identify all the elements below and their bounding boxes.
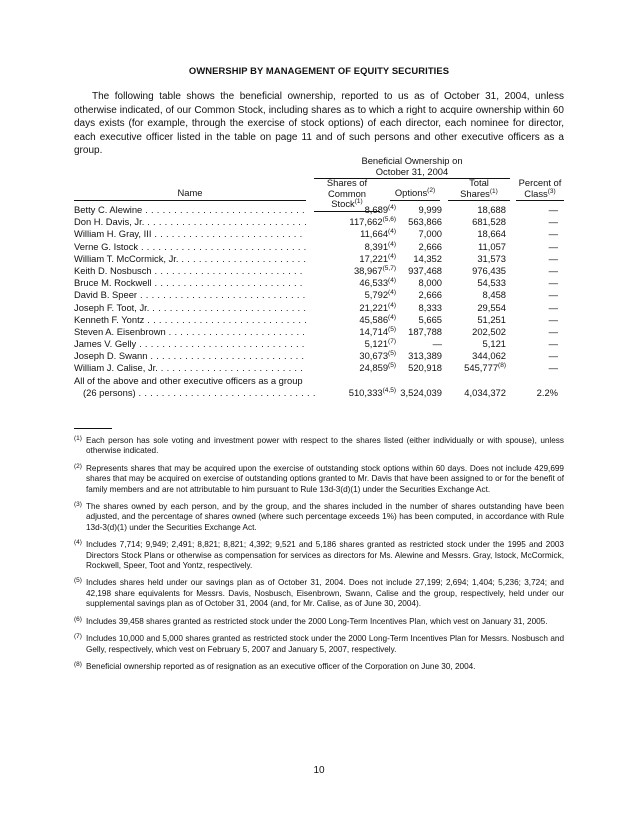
footnote-number: (1) — [74, 435, 82, 442]
row-total: 681,528 — [472, 216, 506, 228]
footnote-number: (6) — [74, 615, 82, 623]
row-options: 187,788 — [408, 325, 442, 337]
table-row — [74, 302, 564, 314]
table-row — [74, 338, 564, 350]
footnote-text: Includes 7,714; 9,949; 2,491; 8,821; 8,821; 4,392; 9,521 and 5,186 shares granted as restricted stock under the 1995 and 2003 Directors Stock Plans or otherwise as compensation for services as directors for Ms. Alewine and Messrs. Gray, Istock, McCormick, Rockwell, Speer, Toot and Yontz, respectively. — [86, 540, 564, 571]
table-row — [74, 216, 564, 228]
row-shares: 14,714$^{(5)}$ — [359, 325, 396, 337]
row-options: 563,866 — [408, 216, 442, 228]
row-options: 2,666 — [418, 240, 442, 252]
row-name: Bruce M. Rockwell . . . — [74, 277, 306, 289]
table-row-group-label — [74, 375, 564, 387]
row-options: 14,352 — [413, 252, 442, 264]
footnote-text: Beneficial ownership reported as of resignation as an executive officer of the Corporation on June 30, 2004. — [86, 661, 476, 671]
row-percent: — — [548, 313, 558, 325]
footnote — [74, 436, 564, 457]
footnote-text: Each person has sole voting and investment power with respect to the shares listed (either individually or with spouse), unless otherwise indicated. — [86, 436, 564, 456]
row-total: 976,435 — [472, 264, 506, 276]
row-total: 18,664 — [477, 228, 506, 240]
table-body — [74, 204, 564, 399]
row-name: Verne G. Istock . . . — [74, 241, 306, 253]
row-name: Joseph F. Toot, Jr. . . . — [74, 302, 306, 314]
row-total: 8,458 — [482, 289, 506, 301]
row-shares: 30,673$^{(5)}$ — [359, 350, 396, 362]
row-total: 545,777$^{(8)}$ — [464, 362, 506, 374]
row-options: 8,333 — [418, 301, 442, 313]
footnotes — [74, 428, 564, 679]
table-row — [74, 265, 564, 277]
row-shares: 38,967$^{(5,7)}$ — [353, 264, 396, 276]
column-header-percent-of-class: Percent of Class$^{(3)}$ — [516, 178, 564, 201]
row-total: 202,502 — [472, 325, 506, 337]
table-row — [74, 277, 564, 289]
footnote — [74, 662, 564, 672]
section-heading: OWNERSHIP BY MANAGEMENT OF EQUITY SECURITIES — [188, 65, 450, 76]
table-row — [74, 253, 564, 265]
row-shares: 8,391$^{(4)}$ — [364, 240, 396, 252]
column-header-shares: Shares of Common Stock$^{(1)}$ — [314, 178, 380, 212]
row-options: 313,389 — [408, 350, 442, 362]
footnote-text: Includes 39,458 shares granted as restricted stock under the 2000 Long-Term Incentives Plan, which vest on January 31, 2005. — [86, 616, 548, 626]
row-name: Joseph D. Swann . . . — [74, 350, 306, 362]
row-options: — — [432, 338, 442, 350]
group-shares: 510,333$^{(4,5)}$ — [348, 386, 396, 398]
table-row — [74, 326, 564, 338]
row-percent: — — [548, 228, 558, 240]
row-options: 5,665 — [418, 313, 442, 325]
footnote — [74, 540, 564, 571]
row-options: 9,999 — [418, 204, 442, 215]
footnote-text: Includes 10,000 and 5,000 shares granted as restricted stock under the 2000 Long-Term Incentives Plan for Messrs. Nosbusch and Gelly, respectively, which vest on February 5, 2007 and January 5, 2007, respectively. — [86, 634, 564, 654]
table-row-group-total — [74, 387, 564, 399]
footnote — [74, 502, 564, 533]
row-shares: 5,792$^{(4)}$ — [364, 289, 396, 301]
row-percent: — — [548, 277, 558, 289]
column-header-options: Options$^{(2)}$ — [390, 188, 440, 201]
row-percent: — — [548, 362, 558, 374]
row-shares: 117,662$^{(5,6)}$ — [349, 216, 396, 228]
row-name: William H. Gray, III . . . — [74, 228, 306, 240]
row-total: 344,062 — [472, 350, 506, 362]
row-options: 7,000 — [418, 228, 442, 240]
footnote-number: (2) — [74, 462, 82, 470]
row-total: 54,533 — [477, 277, 506, 289]
row-total: 11,057 — [478, 240, 506, 252]
footnote — [74, 634, 564, 655]
footnote-number: (7) — [74, 633, 82, 641]
footnote — [74, 578, 564, 609]
row-shares: 24,859$^{(5)}$ — [359, 362, 396, 374]
row-total: 31,573 — [477, 252, 506, 264]
footnote — [74, 464, 564, 495]
table-row — [74, 314, 564, 326]
row-name: Kenneth F. Yontz . . . — [74, 314, 306, 326]
row-percent: — — [548, 252, 558, 264]
row-percent: — — [548, 216, 558, 228]
row-name: William T. McCormick, Jr. . . . — [74, 253, 306, 265]
table-row — [74, 362, 564, 374]
row-shares: 8,689$^{(4)}$ — [364, 204, 396, 215]
row-shares: 45,586$^{(4)}$ — [359, 313, 396, 325]
row-name: William J. Calise, Jr. . . . — [74, 362, 306, 374]
row-name: David B. Speer . . . — [74, 289, 306, 301]
footnote-text: The shares owned by each person, and by the group, and the shares included in the number of shares outstanding have been adjusted, and the percentage of shares owned (where such percentage exceeds 1%) has been computed, in accordance with Rule 13d-3(d)(1) under the Securities Exchange Act. — [86, 502, 564, 532]
row-total: 51,251 — [477, 313, 506, 325]
group-row-label: All of the above and other executive officers as a group — [74, 374, 303, 386]
row-shares: 21,221$^{(4)}$ — [359, 301, 396, 313]
column-header-total-shares: Total Shares$^{(1)}$ — [448, 178, 510, 201]
intro-paragraph: The following table shows the beneficial ownership, reported to us as of October 31, 2004, unless otherwise indicated, of our Common Stock, including shares as to which a right to acquire ownership within 60 days exists (for example, through the exercise of stock options) of each director, each nominee for director, each executive officer listed in the table on page 11 and of such persons and other executive officers as a group. — [74, 91, 564, 157]
row-percent: — — [548, 350, 558, 362]
table-row — [74, 228, 564, 240]
row-shares: 46,533$^{(4)}$ — [359, 277, 396, 289]
row-shares: 5,121$^{(7)}$ — [364, 338, 396, 350]
row-percent: — — [548, 264, 558, 276]
table-row — [74, 204, 564, 216]
row-options: 2,666 — [418, 289, 442, 301]
row-shares: 11,664$^{(4)}$ — [360, 228, 396, 240]
row-shares: 17,221$^{(4)}$ — [359, 252, 396, 264]
footnote-number: (5) — [74, 577, 82, 585]
group-total: 4,034,372 — [464, 386, 506, 398]
row-name: Don H. Davis, Jr. . . . — [74, 216, 306, 228]
row-total: 18,688 — [477, 204, 506, 215]
table-row — [74, 350, 564, 362]
group-percent: 2.2% — [536, 386, 558, 398]
row-total: 29,554 — [477, 301, 506, 313]
footnote-divider — [74, 428, 112, 429]
row-name: Steven A. Eisenbrown . . . — [74, 326, 306, 338]
row-name: Keith D. Nosbusch . . . — [74, 265, 306, 277]
row-percent: — — [548, 338, 558, 350]
footnote-number: (4) — [74, 539, 82, 547]
row-options: 8,000 — [418, 277, 442, 289]
footnote-text: Includes shares held under our savings plan as of October 31, 2004. Does not include 27,199; 2,694; 1,404; 5,236; 3,724; and 42,198 share equivalents for Messrs. Davis, Nosbusch, Eisenbrown, Swann, Calise and the group, respectively, held under our supplemental savings plan as of October 31, 2004 (and, for Mr. Calise, as of June 30, 2004). — [86, 578, 564, 609]
footnote-text: Represents shares that may be acquired upon the exercise of outstanding stock options within 60 days. Does not include 429,699 shares that may be acquired on exercise of outstanding options granted to Mr. Davis that have been assigned to or for the benefit of family members and are not attributable to him pursuant to Rule 13d-3(d)(1) under the Securities Exchange Act. — [86, 463, 564, 494]
footnote — [74, 617, 564, 627]
row-options: 520,918 — [408, 362, 442, 374]
group-row-count: (26 persons) . . . — [74, 387, 315, 399]
row-percent: — — [548, 289, 558, 301]
footnote-number: (8) — [74, 660, 82, 668]
row-options: 937,468 — [408, 264, 442, 276]
row-name: Betty C. Alewine . . . — [74, 204, 306, 216]
row-name: James V. Gelly . . . — [74, 338, 306, 350]
row-percent: — — [548, 240, 558, 252]
page-number: 10 — [313, 765, 325, 776]
row-percent: — — [548, 325, 558, 337]
footnote-number: (3) — [74, 501, 82, 509]
row-percent: — — [548, 301, 558, 313]
table-row — [74, 289, 564, 301]
row-percent: — — [548, 204, 558, 215]
group-options: 3,524,039 — [400, 386, 442, 398]
beneficial-ownership-group-header: Beneficial Ownership on October 31, 2004 — [314, 156, 510, 179]
column-header-name: Name — [74, 188, 306, 201]
table-row — [74, 241, 564, 253]
row-total: 5,121 — [482, 338, 506, 350]
